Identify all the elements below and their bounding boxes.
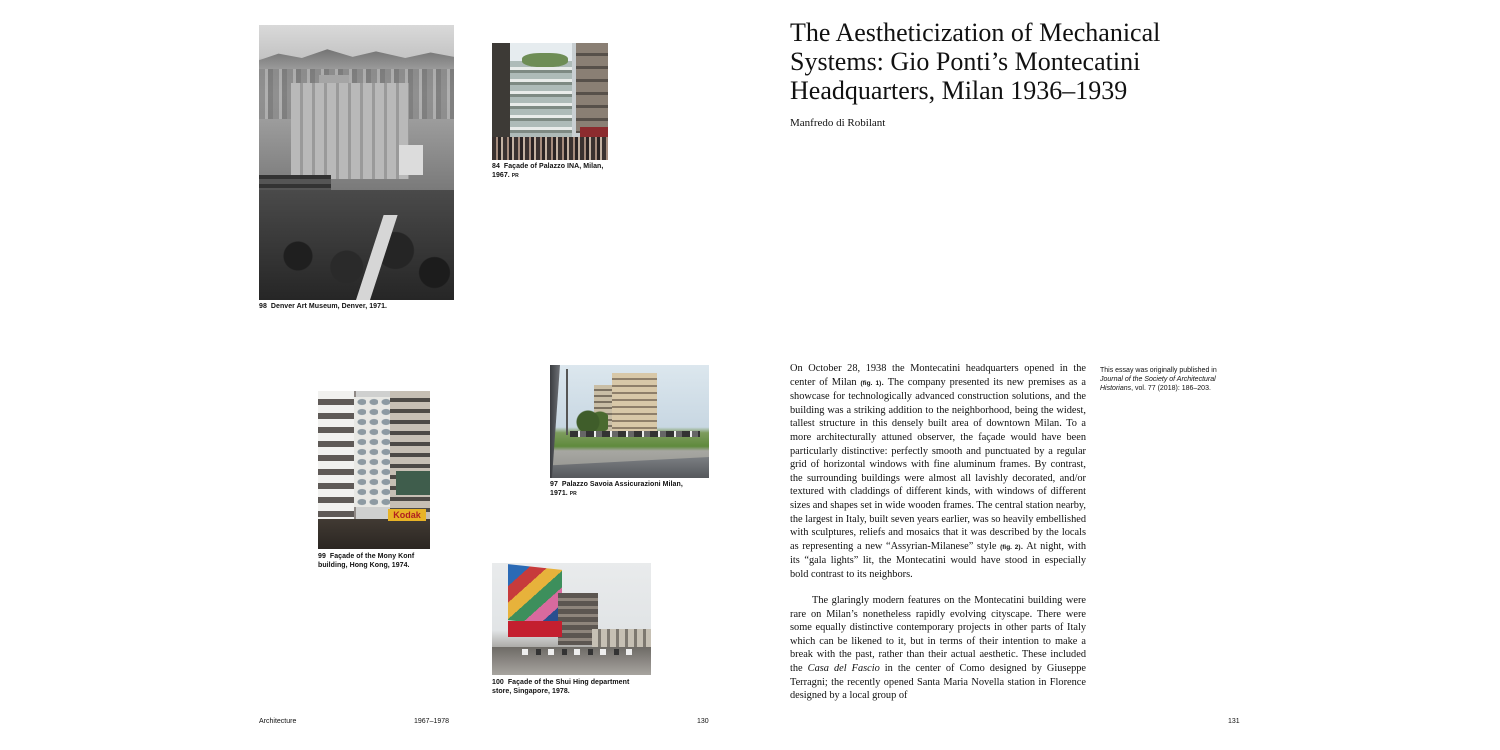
roof-greenery	[522, 53, 568, 67]
article-author: Manfredo di Robilant	[790, 117, 886, 129]
side-note	[1100, 366, 1240, 393]
figure-number: 84	[492, 163, 500, 170]
car-dashboard	[550, 457, 709, 478]
body-paragraph-1	[790, 362, 1086, 582]
footer-section: Architecture	[259, 718, 297, 725]
glass-facade	[510, 61, 572, 143]
kodak-sign: Kodak	[388, 509, 426, 521]
caption-palazzo-ina	[492, 163, 614, 180]
red-sign	[508, 621, 562, 637]
photo-credit: PR	[511, 172, 519, 179]
crowd	[492, 137, 608, 160]
paragraph-text: in the center of Como designed by Giuseppe Terragni; the recently opened Santa Maria Novella station in Florence designed by a local group of	[790, 662, 1086, 702]
perforated-panels	[354, 397, 390, 507]
figure-caption-text: Façade of the Shui Hing department store, Singapore, 1978.	[492, 679, 630, 695]
figure-number: 100	[492, 679, 504, 686]
page-number-right: 131	[1228, 718, 1240, 725]
note-text: , vol. 77 (2018): 186–203.	[1131, 385, 1211, 392]
journal-name: Journal of the Society of Architectural Historians	[1100, 376, 1216, 392]
right-facade	[390, 391, 430, 521]
figure-caption-text: Façade of the Mony Konf building, Hong Kong, 1974.	[318, 553, 415, 569]
mountains	[259, 47, 454, 69]
italic-title: Casa del Fascio	[807, 662, 880, 674]
shops	[592, 629, 651, 647]
body-paragraph-2	[790, 594, 1086, 703]
parked-cars	[570, 431, 700, 437]
photo-mony-konf	[318, 391, 430, 549]
caption-mony-konf	[318, 553, 438, 570]
note-text: This essay was originally published in	[1100, 367, 1217, 374]
trees	[259, 190, 454, 300]
paragraph-text: . The company presented its new premises as a showcase for technologically advanced construction solutions, and the building was a striking addition to the neighborhood, being the widest, tallest structure in this densely built area of downtown Milan. To a more architecturally attuned observer, the façade would have been particularly distinctive: perfectly smooth and punctuated by a regular grid of horizontal windows with fine aluminum frames. By contrast, the surrounding buildings were almost all lavishly decorated, and/or textured with claddings of different kinds, with windows of different sizes and shapes set in wide wooden frames. The central station nearby, the largest in Italy, built seven years earlier, was so heavily embellished with sculptures, reliefs and mosaics that it was described by the locals as representing a new “Assyrian-Milanese” style	[790, 376, 1087, 552]
figure-reference: (fig. 2)	[1000, 543, 1021, 551]
mosaic-mural	[508, 564, 562, 626]
shopfronts	[318, 519, 430, 549]
green-balconies	[396, 471, 430, 495]
museum-building	[291, 83, 409, 179]
photo-palazzo-ina	[492, 43, 608, 160]
photo-denver-art-museum	[259, 25, 454, 300]
footer-period: 1967–1978	[414, 718, 450, 725]
caption-palazzo-savoia	[550, 481, 700, 498]
photo-credit: PR	[569, 490, 577, 497]
caption-denver	[259, 303, 459, 312]
paragraph-text: The glaringly modern features on the Montecatini building were rare on Milan’s nonetheless rapidly evolving cityscape. There were some equally distinctive contemporary projects in other parts of Italy which can be likened to it, but in terms of their intention to make a break with the past, rather than their actual aesthetic. These included the	[790, 595, 1086, 674]
paragraph-text: . At night, with its “gala lights” lit, the Montecatini would have stood in especially bold contrast to its neighbors.	[790, 540, 1087, 580]
tower-block	[612, 373, 657, 435]
street-lamp	[566, 369, 568, 435]
page-number-left: 130	[697, 718, 709, 725]
car-window-frame	[550, 365, 560, 478]
article-title: The Aestheticization of Mechanical Systems: Gio Ponti’s Montecatini Headquarters, Milan 1936–1939	[790, 18, 1161, 105]
figure-caption-text: Palazzo Savoia Assicurazioni Milan, 1971.	[550, 481, 683, 497]
figure-number: 97	[550, 481, 558, 488]
photo-palazzo-savoia	[550, 365, 709, 478]
figure-caption-text: Façade of Palazzo INA, Milan, 1967.	[492, 163, 604, 179]
pavilion	[399, 145, 423, 175]
figure-number: 98	[259, 303, 267, 310]
caption-shui-hing	[492, 679, 642, 696]
figure-caption-text: Denver Art Museum, Denver, 1971.	[270, 303, 388, 310]
adjacent-building	[576, 43, 608, 133]
figure-number: 99	[318, 553, 326, 560]
cars	[522, 649, 632, 655]
left-facade	[318, 391, 354, 531]
photo-shui-hing	[492, 563, 651, 675]
paragraph-text: On October 28, 1938 the Montecatini headquarters opened in the center of Milan	[790, 363, 1086, 388]
figure-reference: (fig. 1)	[860, 379, 882, 387]
